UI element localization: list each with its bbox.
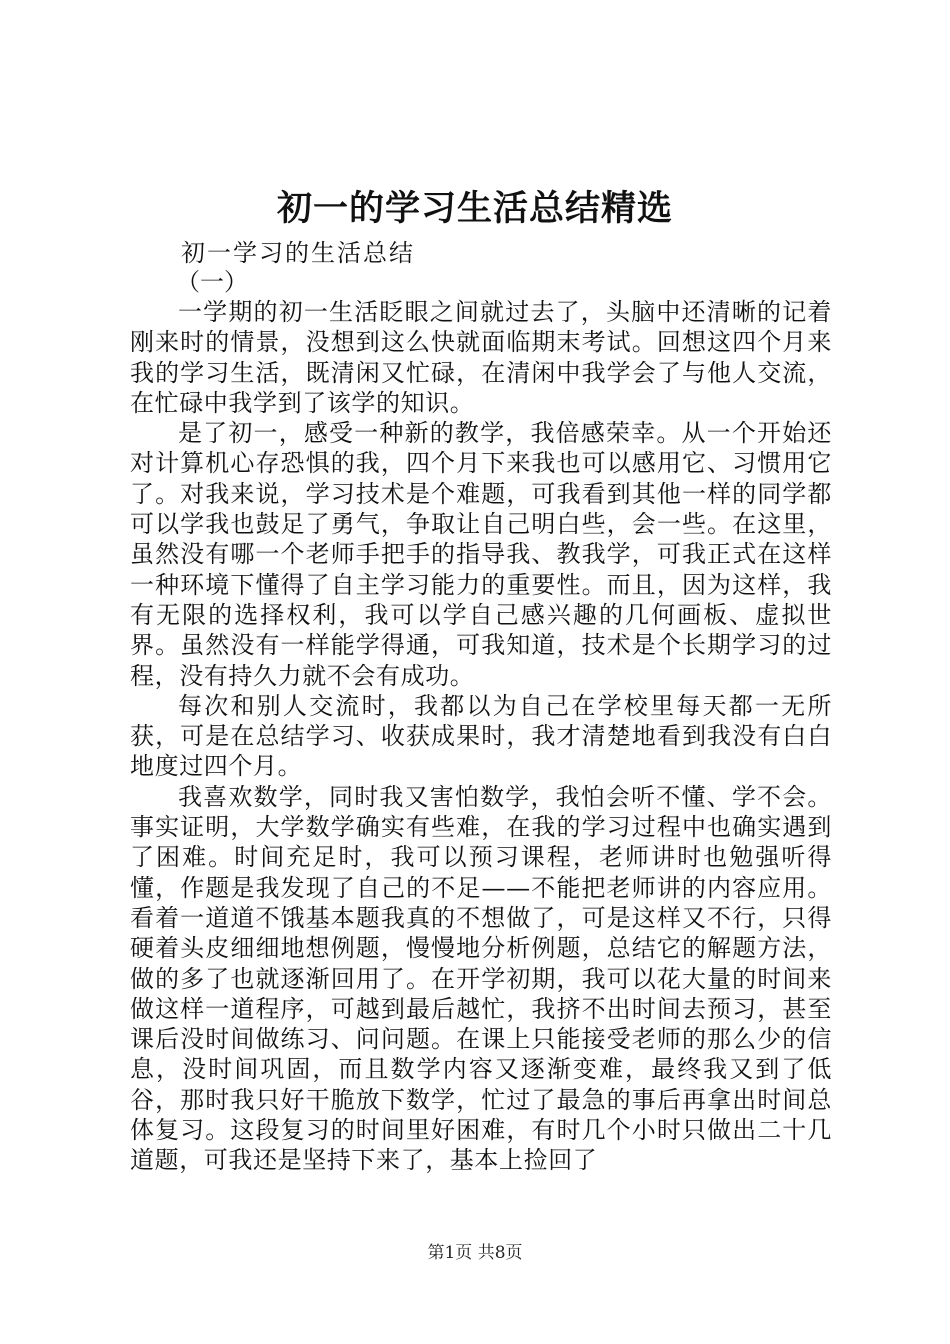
document-body [130, 297, 832, 1176]
paragraph: 一学期的初一生活眨眼之间就过去了，头脑中还清晰的记着刚来时的情景，没想到这么快就面临期末考试。回想这四个月来我的学习生活，既清闲又忙碌，在清闲中我学会了与他人交流，在忙碌中我学到了该学的知识。 [130, 298, 832, 417]
paragraph: 每次和别人交流时，我都以为自己在学校里每天都一无所获，可是在总结学习、收获成果时，我才清楚地看到我没有白白地度过四个月。 [130, 691, 832, 781]
document-subtitle: 初一学习的生活总结 [181, 239, 415, 267]
paragraph: 是了初一，感受一种新的教学，我倍感荣幸。从一个开始还对计算机心存恐惧的我，四个月下来我也可以感用它、习惯用它了。对我来说，学习技术是个难题，可我看到其他一样的同学都可以学我也鼓足了勇气，争取让自己明白些，会一些。在这里，虽然没有哪一个老师手把手的指导我、教我学，可我正式在这样一种环境下懂得了自主学习能力的重要性。而且，因为这样，我有无限的选择权利，我可以学自己感兴趣的几何画板、虚拟世界。虽然没有一样能学得通，可我知道，技术是个长期学习的过程，没有持久力就不会有成功。 [130, 419, 832, 690]
paragraph: 我喜欢数学，同时我又害怕数学，我怕会听不懂、学不会。事实证明，大学数学确实有些难，在我的学习过程中也确实遇到了困难。时间充足时，我可以预习课程，老师讲时也勉强听得懂，作题是我发现了自己的不足——不能把老师讲的内容应用。看着一道道不饿基本题我真的不想做了，可是这样又不行，只得硬着头皮细细地想例题，慢慢地分析例题，总结它的解题方法，做的多了也就逐渐回用了。在开学初期，我可以花大量的时间来做这样一道程序，可越到最后越忙，我挤不出时间去预习，甚至课后没时间做练习、问问题。在课上只能接受老师的那么少的信息，没时间巩固，而且数学内容又逐渐变难，最终我又到了低谷，那时我只好干脆放下数学，忙过了最急的事后再拿出时间总体复习。这段复习的时间里好困难，有时几个小时只做出二十几道题，可我还是坚持下来了，基本上捡回了 [130, 782, 832, 1175]
document-title: 初一的学习生活总结精选 [276, 188, 673, 229]
section-number: （一） [176, 268, 248, 296]
page-footer: 第1页 共8页 [427, 1243, 523, 1263]
